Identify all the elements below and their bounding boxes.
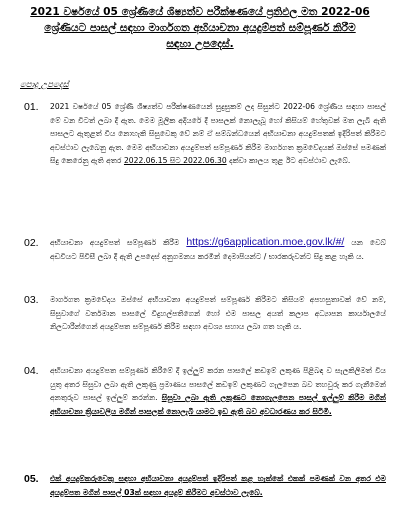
title-line-1: 2021 වර්ෂයේ 05 ශ්‍රේණියේ ශිෂ්‍යත්ව පරීක්ෂණයේ ප්‍රතිඵල මත 2022-06 xyxy=(30,6,370,18)
section-heading: පොදු උපදෙස් xyxy=(20,80,69,90)
application-website-link[interactable]: https://g6application.moe.gov.lk/#/ xyxy=(186,236,345,248)
item-number: 01. xyxy=(24,101,39,113)
item-number: 03. xyxy=(24,294,39,306)
item-text: 2021 වර්ෂයේ 05 ශ්‍රේණි ශිෂ්‍යත්ව පරීක්ෂණයෙන් සුදුසුකම් ලද සිසුන්ට 2022-06 ශ්‍රේණිය සඳහා පාසල් මේ වන විටත් ලබා දී ඇත. මෙම මූලික අදියරේ දී පාසලක් නොලැබූ හෝ කිසියම් හේතුවක් මත ලැබී ඇති පාසලට ඇතුළත් විය නොහැකි සිසුවෙකු වේ නම් ඒ සම්බන්ධයෙන් අභියාචනා අයදුම්පතක් ඉදිරිපත් කිරීමට අවස්ථාව ලැබෙනු ඇත. මෙම අභියාචනා අයදුම්පත් සම්පූර්ණ කිරීම මාර්ගගත ක්‍රමවේදයක් ඔස්සේ පමණක් සිදු කෙරෙනු ඇති අතර 2022.06.15 සිට 2022.06.30 දක්වා කාලය තුළ ඊට අවස්ථාව ලැබේ. xyxy=(50,102,386,165)
emphasized-warning: සිසුවා ලබා ඇති ලකුණට නොගැලපෙන පාසල් ඉල්ලුම් කිරීම මගින් අභියාචනා ක්‍රියාවලිය මගින් පාසලක් නොලැබී යාමට ඉඩ ඇති බව අවධාරණය කර සිටිමි. xyxy=(50,393,386,416)
item-number: 04. xyxy=(24,365,39,377)
title-line-3: සඳහා උපදෙස්. xyxy=(166,38,234,50)
title-line-2: ශ්‍රේණියට පාසල් සඳහා මාර්ගගත අභියාචනා අයදුම්පත් සම්පූර්ණ කිරීම xyxy=(44,22,356,34)
item-number: 05. xyxy=(24,473,39,485)
item-text: අභියාචනා අයදුම්පත සම්පූර්ණ කිරීමේ දී ඉල්ලුම් කරන පාසලේ කඩඉම් ලකුණ පිළිබඳ ව සැලකිලිමත් විය යුතු අතර සිසුවා ලබා ඇති ලකුණු ප්‍රමාණය පාසලේ කඩඉම් ලකුණට ගැලපෙන බව තහවුරු කර ගැනීමෙන් අනතුරුව පාසල් ඉල්ලුම් කරන්න. සිසුවා ලබා ඇති ලකුණට නොගැලපෙන පාසල් ඉල්ලුම් කිරීම මගින් අභියාචනා ක්‍රියාවලිය මගින් පාසලක් නොලැබී යාමට ඉඩ ඇති බව අවධාරණය කර සිටිමි. xyxy=(50,366,386,416)
item-text: මාර්ගගත ක්‍රමවේදය ඔස්සේ අභියාචනා අයදුම්පත් සම්පූර්ණ කිරීමට කිසියම් අපහසුතාවක් වේ නම්, සිසුවාගේ වර්තමාන පාසලේ විදුහල්පතිගෙන් හෝ එම පාසල අයත් කලාප අධ්‍යාපන කාර්යාලයේ නිලධාරීන්ගෙන් අයදුම්පත සම්පූර්ණ කිරීම සඳහා අවශ්‍ය සහාය ලබා ගත හැකි ය. xyxy=(50,295,386,331)
item-number: 02. xyxy=(24,237,39,249)
item-text: අභියාචනා අයදුම්පත් සම්පූර්ණ කිරීම https://g6application.moe.gov.lk/#/ යන වෙබ් අඩවියට පිවිසී ලබා දී ඇති උපදෙස් අනුගමනය කරමින් දෙමාපියන්ට / භාරකරුවන්ට සිදු කළ හැකි ය. xyxy=(50,236,386,261)
application-dates: 2022.06.15 සිට 2022.06.30 xyxy=(123,156,227,165)
item-text: එක් අයදුම්කරුවෙකු සඳහා අභියාචනා අයදුම්පත් ඉදිරිපත් කළ හැක්කේ එකක් පමණක් වන අතර එම අයදුම්පත මගින් පාසල් 03ක් සඳහා අයදුම් කිරීමට අවස්ථාව ලැබේ. xyxy=(50,474,386,497)
